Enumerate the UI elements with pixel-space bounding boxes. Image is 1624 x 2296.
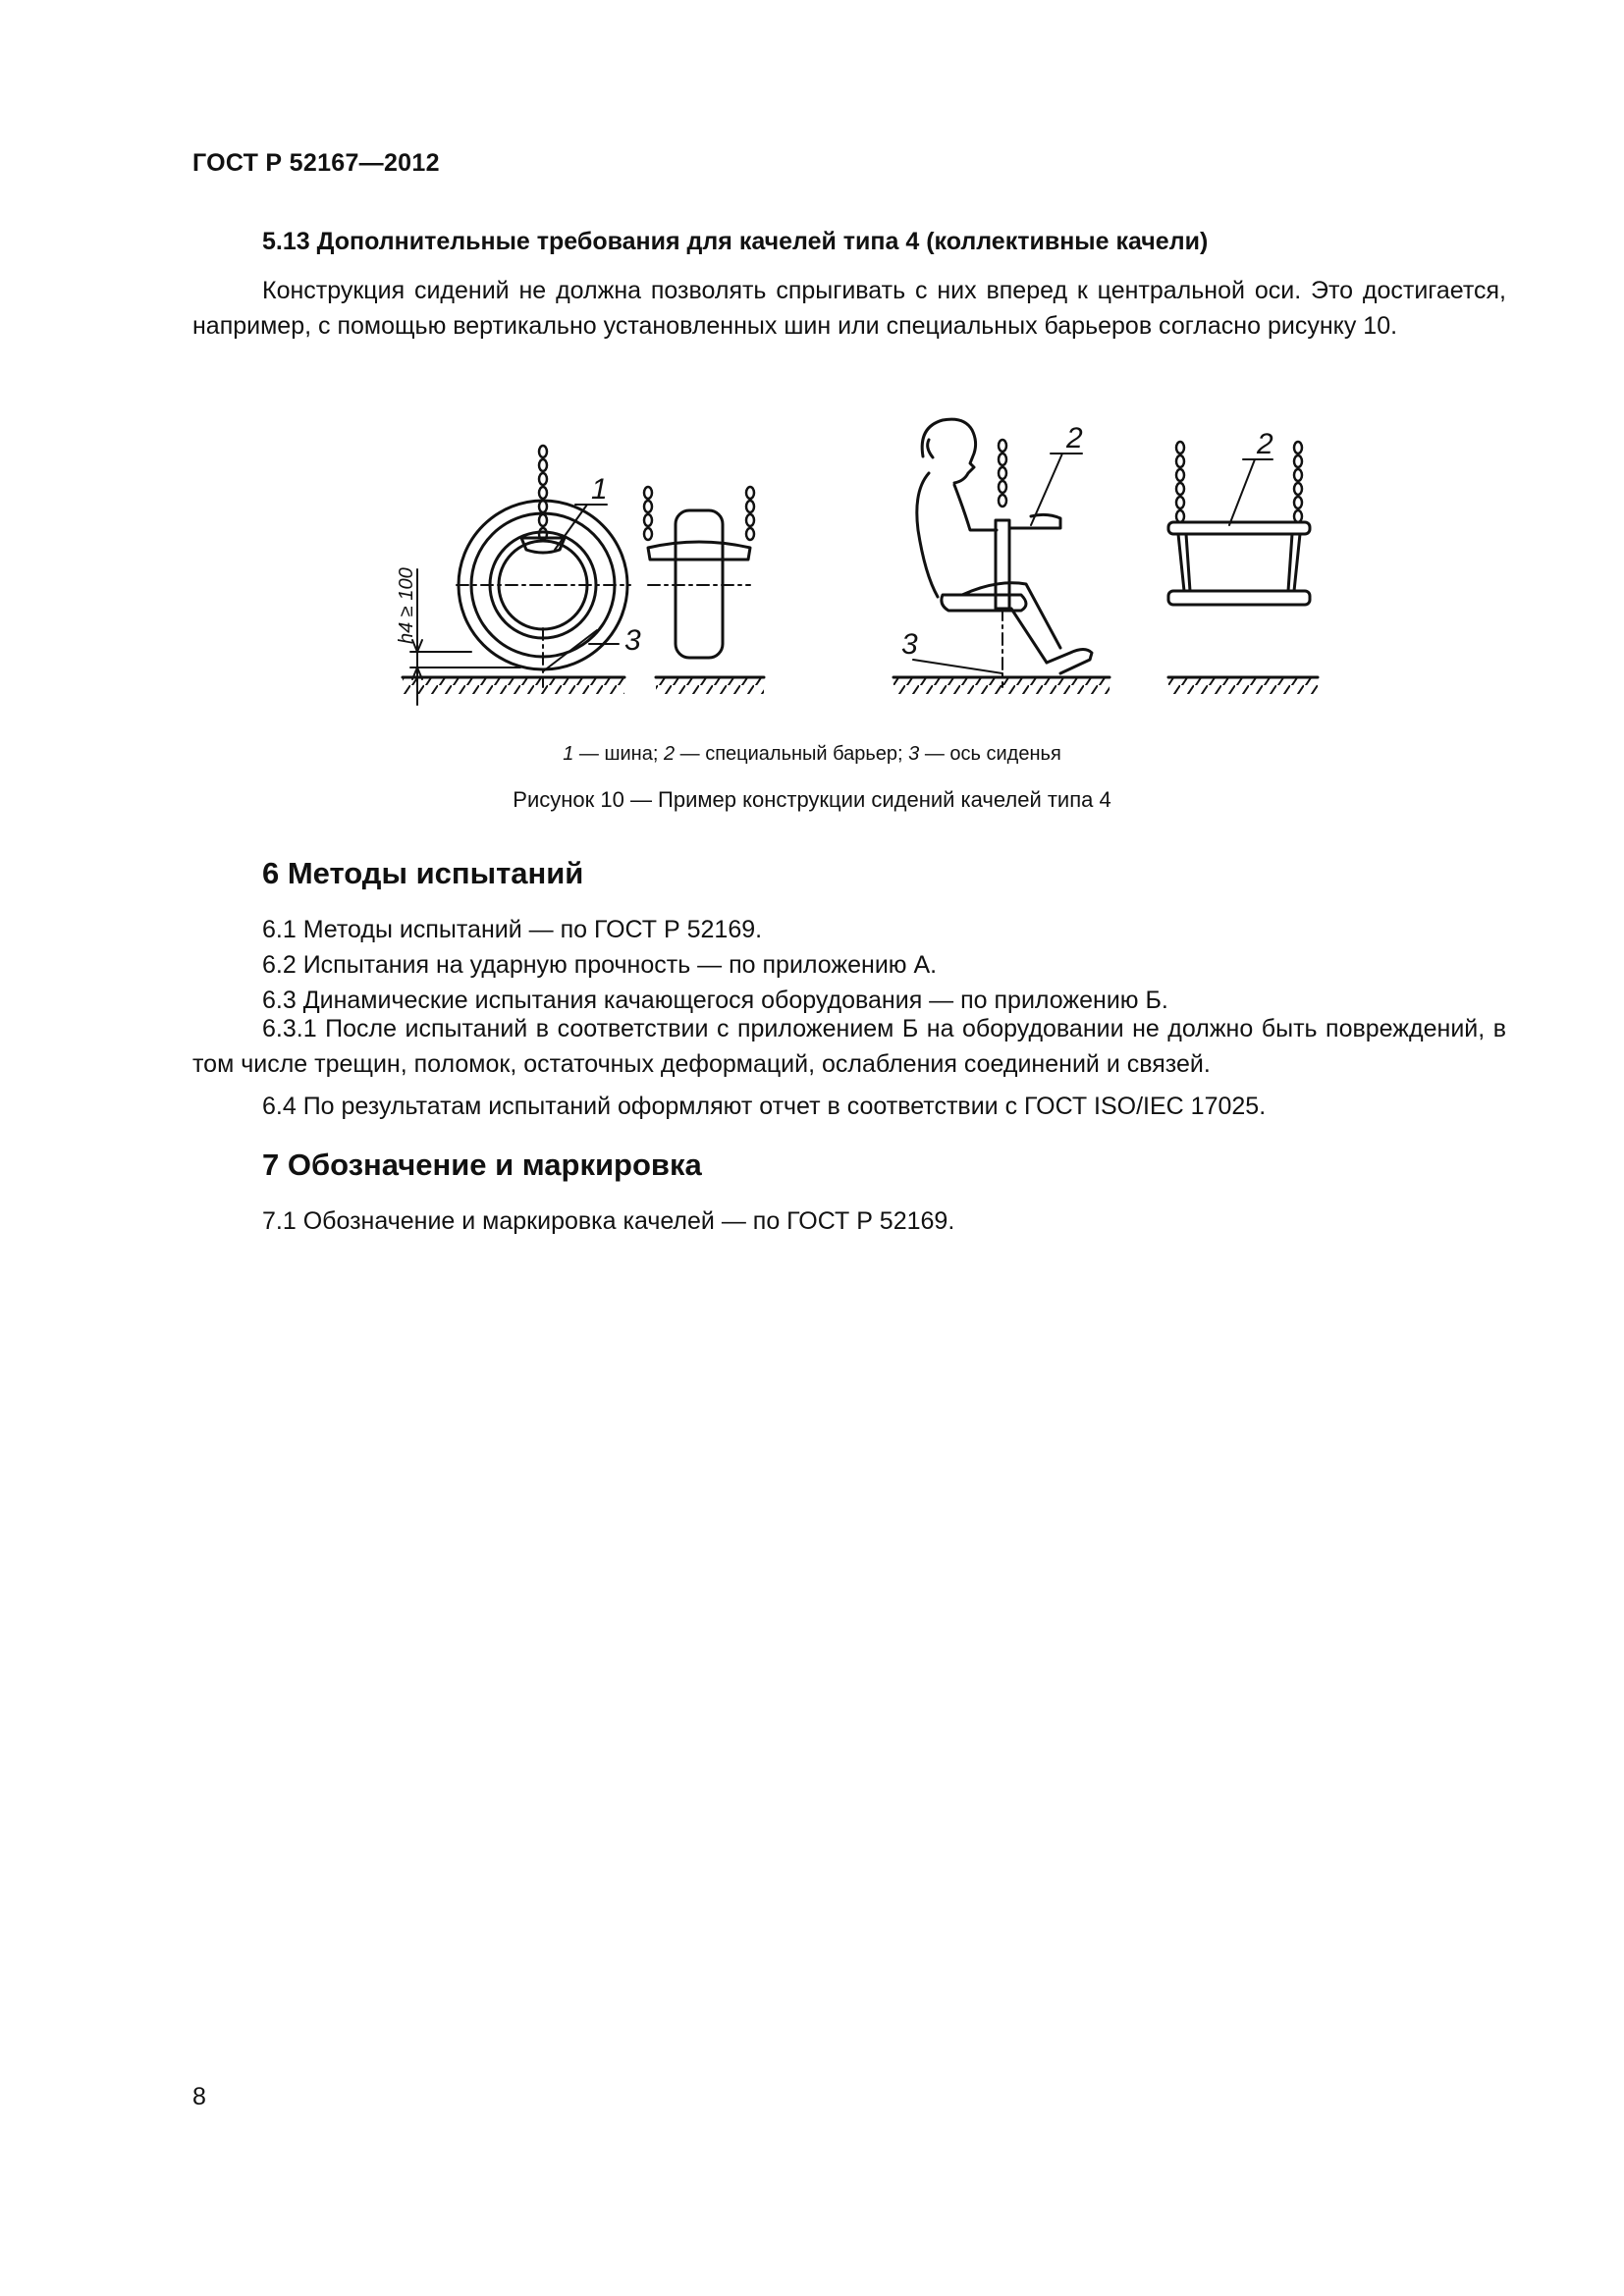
item-6-4: 6.4 По результатам испытаний оформляют отчет в соответствии с ГОСТ ISO/IEC 17025. xyxy=(262,1093,1267,1120)
legend-key-2: 2 xyxy=(663,743,676,765)
figure-caption: Рисунок 10 — Пример конструкции сидений качелей типа 4 xyxy=(513,787,1111,812)
document-header: ГОСТ Р 52167—2012 xyxy=(192,149,440,177)
barrier-seat-side-view xyxy=(893,419,1110,694)
legend-text-3: — ось сиденья xyxy=(919,743,1061,765)
section-7-heading: 7 Обозначение и маркировка xyxy=(262,1148,702,1182)
page-number: 8 xyxy=(192,2083,206,2110)
section-5-13-title: 5.13 Дополнительные требования для качелей типа 4 (коллективные качели) xyxy=(262,228,1209,255)
callout-2-label-right: 2 xyxy=(1257,428,1273,460)
item-6-3-1-text: 6.3.1 После испытаний в соответствии с приложением Б на оборудовании не должно быть повреждений, в том числе трещин, поломок, остаточных деформаций, ослабления соединений и связей. xyxy=(192,1015,1506,1078)
callout-2-label-left: 2 xyxy=(1066,422,1083,454)
item-7-1: 7.1 Обозначение и маркировка качелей — по ГОСТ Р 52169. xyxy=(262,1207,955,1235)
barrier-seat-front-view xyxy=(1168,442,1318,694)
section-5-13-text xyxy=(192,273,1506,344)
callout-1-label: 1 xyxy=(591,473,608,506)
legend-text-1: — шина; xyxy=(573,743,664,765)
dimension-label: h4 ≥ 100 xyxy=(396,567,417,644)
callout-3-label-right: 3 xyxy=(901,628,918,661)
legend-text-2: — специальный барьер; xyxy=(675,743,909,765)
item-6-3: 6.3 Динамические испытания качающегося оборудования — по приложению Б. xyxy=(262,987,1168,1014)
item-6-1: 6.1 Методы испытаний — по ГОСТ Р 52169. xyxy=(262,916,763,943)
legend-key-3: 3 xyxy=(908,743,920,765)
tire-swing-side-view xyxy=(644,487,764,694)
callout-3-label-left: 3 xyxy=(624,624,641,657)
section-5-13-body: Конструкция сидений не должна позволять спрыгивать с них вперед к центральной оси. Это достигается, например, с помощью вертикально установленных шин или специальных барьеров согласно рисунку 10. xyxy=(192,277,1506,340)
figure-legend xyxy=(0,743,1624,766)
section-6-heading: 6 Методы испытаний xyxy=(262,856,584,890)
item-6-3-1 xyxy=(192,1011,1506,1082)
item-6-2: 6.2 Испытания на ударную прочность — по приложению А. xyxy=(262,951,938,979)
figure-10-illustration xyxy=(383,402,1345,726)
legend-key-1: 1 xyxy=(563,743,574,765)
